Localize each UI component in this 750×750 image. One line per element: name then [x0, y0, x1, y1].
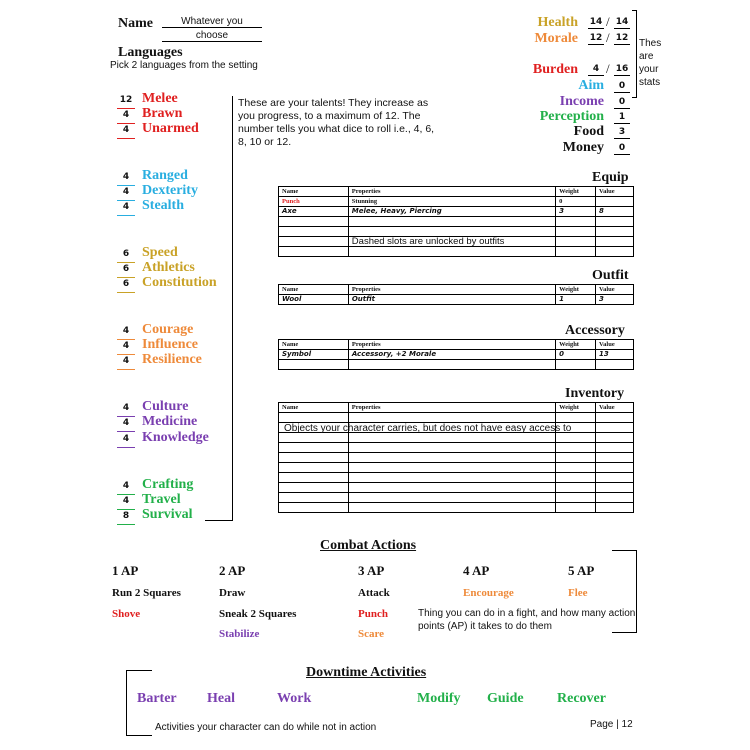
talent-value[interactable]: 4 — [117, 432, 135, 448]
downtime-guide[interactable]: Guide — [487, 691, 524, 706]
action-punch[interactable]: Punch — [358, 608, 388, 620]
action-shove[interactable]: Shove — [112, 608, 141, 620]
name-label: Name — [118, 16, 153, 31]
inventory-cell[interactable] — [596, 413, 634, 423]
outfit-header-name: Name — [279, 285, 349, 295]
morale-slash: / — [606, 30, 610, 45]
talent-knowledge — [117, 429, 209, 444]
morale-label: Morale — [534, 31, 578, 46]
talent-influence — [117, 336, 198, 351]
ap2-label: 2 AP — [219, 563, 246, 578]
inventory-cell[interactable] — [279, 433, 349, 443]
talent-label: Culture — [142, 399, 189, 414]
money-label: Money — [562, 140, 604, 155]
perception-value[interactable]: 1 — [614, 111, 630, 124]
talent-constitution — [117, 274, 217, 289]
accessory-row1-props[interactable]: Accessory, +2 Morale — [348, 350, 555, 360]
equip-cell[interactable] — [596, 237, 634, 247]
stats-bracket — [636, 10, 637, 98]
inventory-cell[interactable] — [596, 463, 634, 473]
inventory-cell[interactable] — [348, 453, 555, 463]
equip-cell[interactable] — [279, 217, 349, 227]
health-max[interactable]: 14 — [615, 17, 629, 27]
talent-speed — [117, 244, 178, 259]
inventory-cell[interactable] — [348, 413, 555, 423]
talent-value[interactable]: 4 — [117, 170, 135, 186]
morale-current[interactable]: 12 — [589, 33, 603, 43]
talent-value[interactable]: 4 — [117, 339, 135, 355]
inventory-cell[interactable] — [348, 473, 555, 483]
inventory-cell[interactable] — [596, 493, 634, 503]
inventory-cell[interactable] — [279, 443, 349, 453]
action-sneak[interactable]: Sneak 2 Squares — [219, 608, 297, 620]
talent-label: Medicine — [142, 414, 198, 429]
burden-current[interactable]: 4 — [588, 63, 604, 76]
talents-note: These are your talents! They increase as you progress, to a maximum of 12. The number tells you what dice to roll i.e., 4, 6, 8, 10 or 12. — [238, 97, 435, 148]
inventory-cell[interactable] — [279, 473, 349, 483]
accessory-cell[interactable] — [556, 360, 596, 370]
stats-bracket-bottom — [632, 97, 637, 98]
talent-value[interactable]: 4 — [117, 401, 135, 417]
equip-cell[interactable] — [556, 227, 596, 237]
downtime-bracket-top — [126, 670, 152, 671]
equip-header-properties: Properties — [348, 187, 555, 197]
stats-note-line1: Thes — [639, 38, 662, 49]
accessory-row1-name[interactable]: Symbol — [279, 350, 349, 360]
inventory-cell[interactable] — [279, 453, 349, 463]
inventory-cell[interactable] — [348, 503, 555, 513]
inventory-table — [278, 402, 634, 513]
equip-cell[interactable] — [596, 247, 634, 257]
inventory-note: Objects your character carries, but does not have easy access to — [284, 423, 572, 434]
talent-culture — [117, 398, 188, 413]
equip-header-name: Name — [279, 187, 349, 197]
talent-value[interactable]: 4 — [117, 200, 135, 216]
equip-cell[interactable] — [279, 227, 349, 237]
talent-dexterity — [117, 182, 198, 197]
inventory-cell[interactable] — [596, 433, 634, 443]
equip-header-value: Value — [596, 187, 634, 197]
income-label: Income — [559, 94, 604, 109]
talent-value[interactable]: 4 — [117, 354, 135, 370]
ap3-label: 3 AP — [358, 563, 385, 578]
inventory-cell[interactable] — [279, 413, 349, 423]
inventory-cell[interactable] — [596, 423, 634, 433]
ap1-label: 1 AP — [112, 563, 139, 578]
stats-bracket-top — [632, 10, 637, 11]
talent-value[interactable]: 6 — [117, 247, 135, 263]
combat-title: Combat Actions — [320, 538, 417, 553]
aim-label: Aim — [578, 78, 604, 93]
talent-label: Dexterity — [142, 183, 198, 198]
combat-bracket-bottom — [612, 632, 637, 633]
talent-value[interactable]: 6 — [117, 277, 135, 293]
talent-label: Constitution — [142, 275, 217, 290]
talent-label: Crafting — [142, 477, 194, 492]
equip-row2-value[interactable]: 8 — [596, 207, 634, 217]
talent-melee — [117, 90, 178, 105]
inventory-cell[interactable] — [348, 483, 555, 493]
talent-label: Athletics — [142, 260, 195, 275]
talent-travel — [117, 491, 181, 506]
talent-label: Knowledge — [142, 430, 209, 445]
talent-ranged — [117, 167, 188, 182]
inventory-cell[interactable] — [556, 493, 596, 503]
inventory-cell[interactable] — [279, 503, 349, 513]
accessory-cell[interactable] — [596, 360, 634, 370]
food-value[interactable]: 3 — [614, 126, 630, 139]
ap4-label: 4 AP — [463, 563, 490, 578]
equip-cell[interactable] — [348, 247, 555, 257]
equip-cell[interactable] — [556, 237, 596, 247]
inventory-cell[interactable] — [348, 493, 555, 503]
name-value-line2[interactable]: choose — [162, 30, 262, 42]
equip-header-weight: Weight — [556, 187, 596, 197]
outfit-row1-props[interactable]: Outfit — [348, 295, 555, 305]
talent-athletics — [117, 259, 195, 274]
talent-crafting — [117, 476, 193, 491]
inventory-cell[interactable] — [556, 443, 596, 453]
downtime-bracket — [126, 670, 127, 736]
burden-max[interactable]: 16 — [615, 64, 629, 74]
languages-note: Pick 2 languages from the setting — [110, 60, 258, 71]
morale-max[interactable]: 12 — [615, 33, 629, 43]
talent-label: Stealth — [142, 198, 184, 213]
talent-stealth — [117, 197, 184, 212]
downtime-note: Activities your character can do while not in action — [155, 722, 377, 733]
inventory-cell[interactable] — [556, 463, 596, 473]
aim-value[interactable]: 0 — [614, 80, 630, 93]
health-label: Health — [537, 15, 578, 30]
outfit-row1-name[interactable]: Wool — [279, 295, 349, 305]
action-draw[interactable]: Draw — [219, 587, 246, 599]
talent-value[interactable]: 4 — [117, 494, 135, 510]
downtime-title: Downtime Activities — [306, 665, 427, 680]
equip-row1-weight[interactable]: 0 — [556, 197, 596, 207]
talent-survival — [117, 506, 193, 521]
accessory-row1-weight[interactable]: 0 — [556, 350, 596, 360]
downtime-barter[interactable]: Barter — [137, 691, 177, 706]
equip-cell[interactable] — [556, 247, 596, 257]
equip-row1-value[interactable] — [596, 197, 634, 207]
inventory-title: Inventory — [565, 386, 625, 401]
inventory-cell[interactable] — [556, 473, 596, 483]
action-run[interactable]: Run 2 Squares — [112, 587, 181, 599]
inventory-header-name: Name — [279, 403, 349, 413]
accessory-header-value: Value — [596, 340, 634, 350]
accessory-title: Accessory — [565, 323, 625, 338]
downtime-heal[interactable]: Heal — [207, 691, 235, 706]
outfit-row1-value[interactable]: 3 — [596, 295, 634, 305]
talent-label: Courage — [142, 322, 194, 337]
talent-value[interactable]: 4 — [117, 324, 135, 340]
talent-brawn — [117, 105, 182, 120]
inventory-cell[interactable] — [596, 453, 634, 463]
equip-row2-weight[interactable]: 3 — [556, 207, 596, 217]
inventory-cell[interactable] — [556, 483, 596, 493]
food-label: Food — [573, 124, 604, 139]
stats-note-line3: your — [639, 64, 659, 75]
inventory-cell[interactable] — [556, 503, 596, 513]
outfit-header-value: Value — [596, 285, 634, 295]
inventory-cell[interactable] — [596, 473, 634, 483]
inventory-cell[interactable] — [596, 503, 634, 513]
equip-note: Dashed slots are unlocked by outfits — [348, 237, 555, 247]
inventory-header-properties: Properties — [348, 403, 555, 413]
talent-label: Travel — [142, 492, 181, 507]
stats-note-line2: are — [639, 51, 654, 62]
talent-medicine — [117, 413, 197, 428]
equip-cell[interactable] — [348, 227, 555, 237]
talent-resilience — [117, 351, 202, 366]
action-encourage[interactable]: Encourage — [463, 587, 514, 599]
talent-value[interactable]: 4 — [117, 123, 135, 139]
equip-cell[interactable] — [556, 217, 596, 227]
stats-note-line4: stats — [639, 77, 661, 88]
inventory-cell[interactable] — [348, 443, 555, 453]
inventory-cell[interactable] — [348, 433, 555, 443]
inventory-cell[interactable] — [279, 493, 349, 503]
talent-unarmed — [117, 120, 199, 135]
outfit-header-properties: Properties — [348, 285, 555, 295]
downtime-recover[interactable]: Recover — [557, 691, 606, 706]
page-number: Page | 12 — [590, 719, 633, 730]
health-current[interactable]: 14 — [589, 17, 603, 27]
income-value[interactable]: 0 — [614, 96, 630, 109]
accessory-header-weight: Weight — [556, 340, 596, 350]
outfit-table — [278, 284, 634, 305]
accessory-row1-value[interactable]: 13 — [596, 350, 634, 360]
equip-cell[interactable] — [279, 237, 349, 247]
equip-title: Equip — [592, 170, 629, 185]
action-flee[interactable]: Flee — [568, 587, 588, 599]
action-scare[interactable]: Scare — [358, 628, 385, 640]
talent-value[interactable]: 4 — [117, 479, 135, 495]
talent-label: Brawn — [142, 106, 183, 121]
talent-label: Resilience — [142, 352, 202, 367]
accessory-cell[interactable] — [279, 360, 349, 370]
equip-cell[interactable] — [348, 217, 555, 227]
combat-bracket — [636, 550, 637, 633]
inventory-cell[interactable] — [348, 463, 555, 473]
talent-label: Survival — [142, 507, 193, 522]
action-stabilize[interactable]: Stabilize — [219, 628, 260, 640]
talents-bracket — [232, 96, 233, 521]
inventory-cell[interactable] — [596, 483, 634, 493]
burden-label: Burden — [532, 62, 578, 77]
outfit-header-weight: Weight — [556, 285, 596, 295]
talent-value[interactable]: 8 — [117, 509, 135, 525]
inventory-cell[interactable] — [279, 483, 349, 493]
money-value[interactable]: 0 — [614, 142, 630, 155]
equip-cell[interactable] — [596, 227, 634, 237]
accessory-table — [278, 339, 634, 370]
talent-label: Influence — [142, 337, 198, 352]
inventory-cell[interactable] — [556, 453, 596, 463]
inventory-cell[interactable] — [279, 463, 349, 473]
talent-label: Speed — [142, 245, 178, 260]
health-slash: / — [606, 14, 610, 29]
equip-cell[interactable] — [596, 217, 634, 227]
equip-row1-name[interactable]: Punch — [279, 197, 349, 207]
equip-row1-props[interactable]: Stunning — [348, 197, 555, 207]
ap5-label: 5 AP — [568, 563, 595, 578]
inventory-header-weight: Weight — [556, 403, 596, 413]
equip-row2-name[interactable]: Axe — [279, 207, 349, 217]
equip-table — [278, 186, 634, 257]
downtime-bracket-bottom — [126, 735, 152, 736]
name-value-line1[interactable]: Whatever you — [162, 16, 262, 28]
outfit-title: Outfit — [592, 268, 629, 283]
perception-label: Perception — [539, 109, 604, 124]
accessory-cell[interactable] — [348, 360, 555, 370]
inventory-header-value: Value — [596, 403, 634, 413]
combat-note: Thing you can do in a fight, and how many action points (AP) it takes to do them — [418, 608, 636, 632]
action-attack[interactable]: Attack — [358, 587, 390, 599]
talent-label: Ranged — [142, 168, 188, 183]
equip-cell[interactable] — [279, 247, 349, 257]
inventory-cell[interactable] — [556, 433, 596, 443]
inventory-cell[interactable] — [596, 443, 634, 453]
outfit-row1-weight[interactable]: 1 — [556, 295, 596, 305]
downtime-work[interactable]: Work — [277, 691, 312, 706]
languages-title: Languages — [118, 45, 183, 60]
talents-bracket-bottom — [205, 520, 233, 521]
talent-value[interactable]: 12 — [117, 93, 135, 109]
talent-label: Melee — [142, 91, 178, 106]
combat-bracket-top — [612, 550, 637, 551]
equip-row2-props[interactable]: Melee, Heavy, Piercing — [348, 207, 555, 217]
talent-value[interactable]: 4 — [117, 185, 135, 201]
talent-courage — [117, 321, 193, 336]
downtime-modify[interactable]: Modify — [417, 691, 461, 706]
inventory-cell[interactable] — [556, 413, 596, 423]
accessory-header-properties: Properties — [348, 340, 555, 350]
talent-value[interactable]: 6 — [117, 262, 135, 278]
burden-slash: / — [606, 61, 610, 76]
talent-label: Unarmed — [142, 121, 199, 136]
talent-value[interactable]: 4 — [117, 416, 135, 432]
accessory-header-name: Name — [279, 340, 349, 350]
stats-note — [639, 37, 661, 89]
talent-value[interactable]: 4 — [117, 108, 135, 124]
